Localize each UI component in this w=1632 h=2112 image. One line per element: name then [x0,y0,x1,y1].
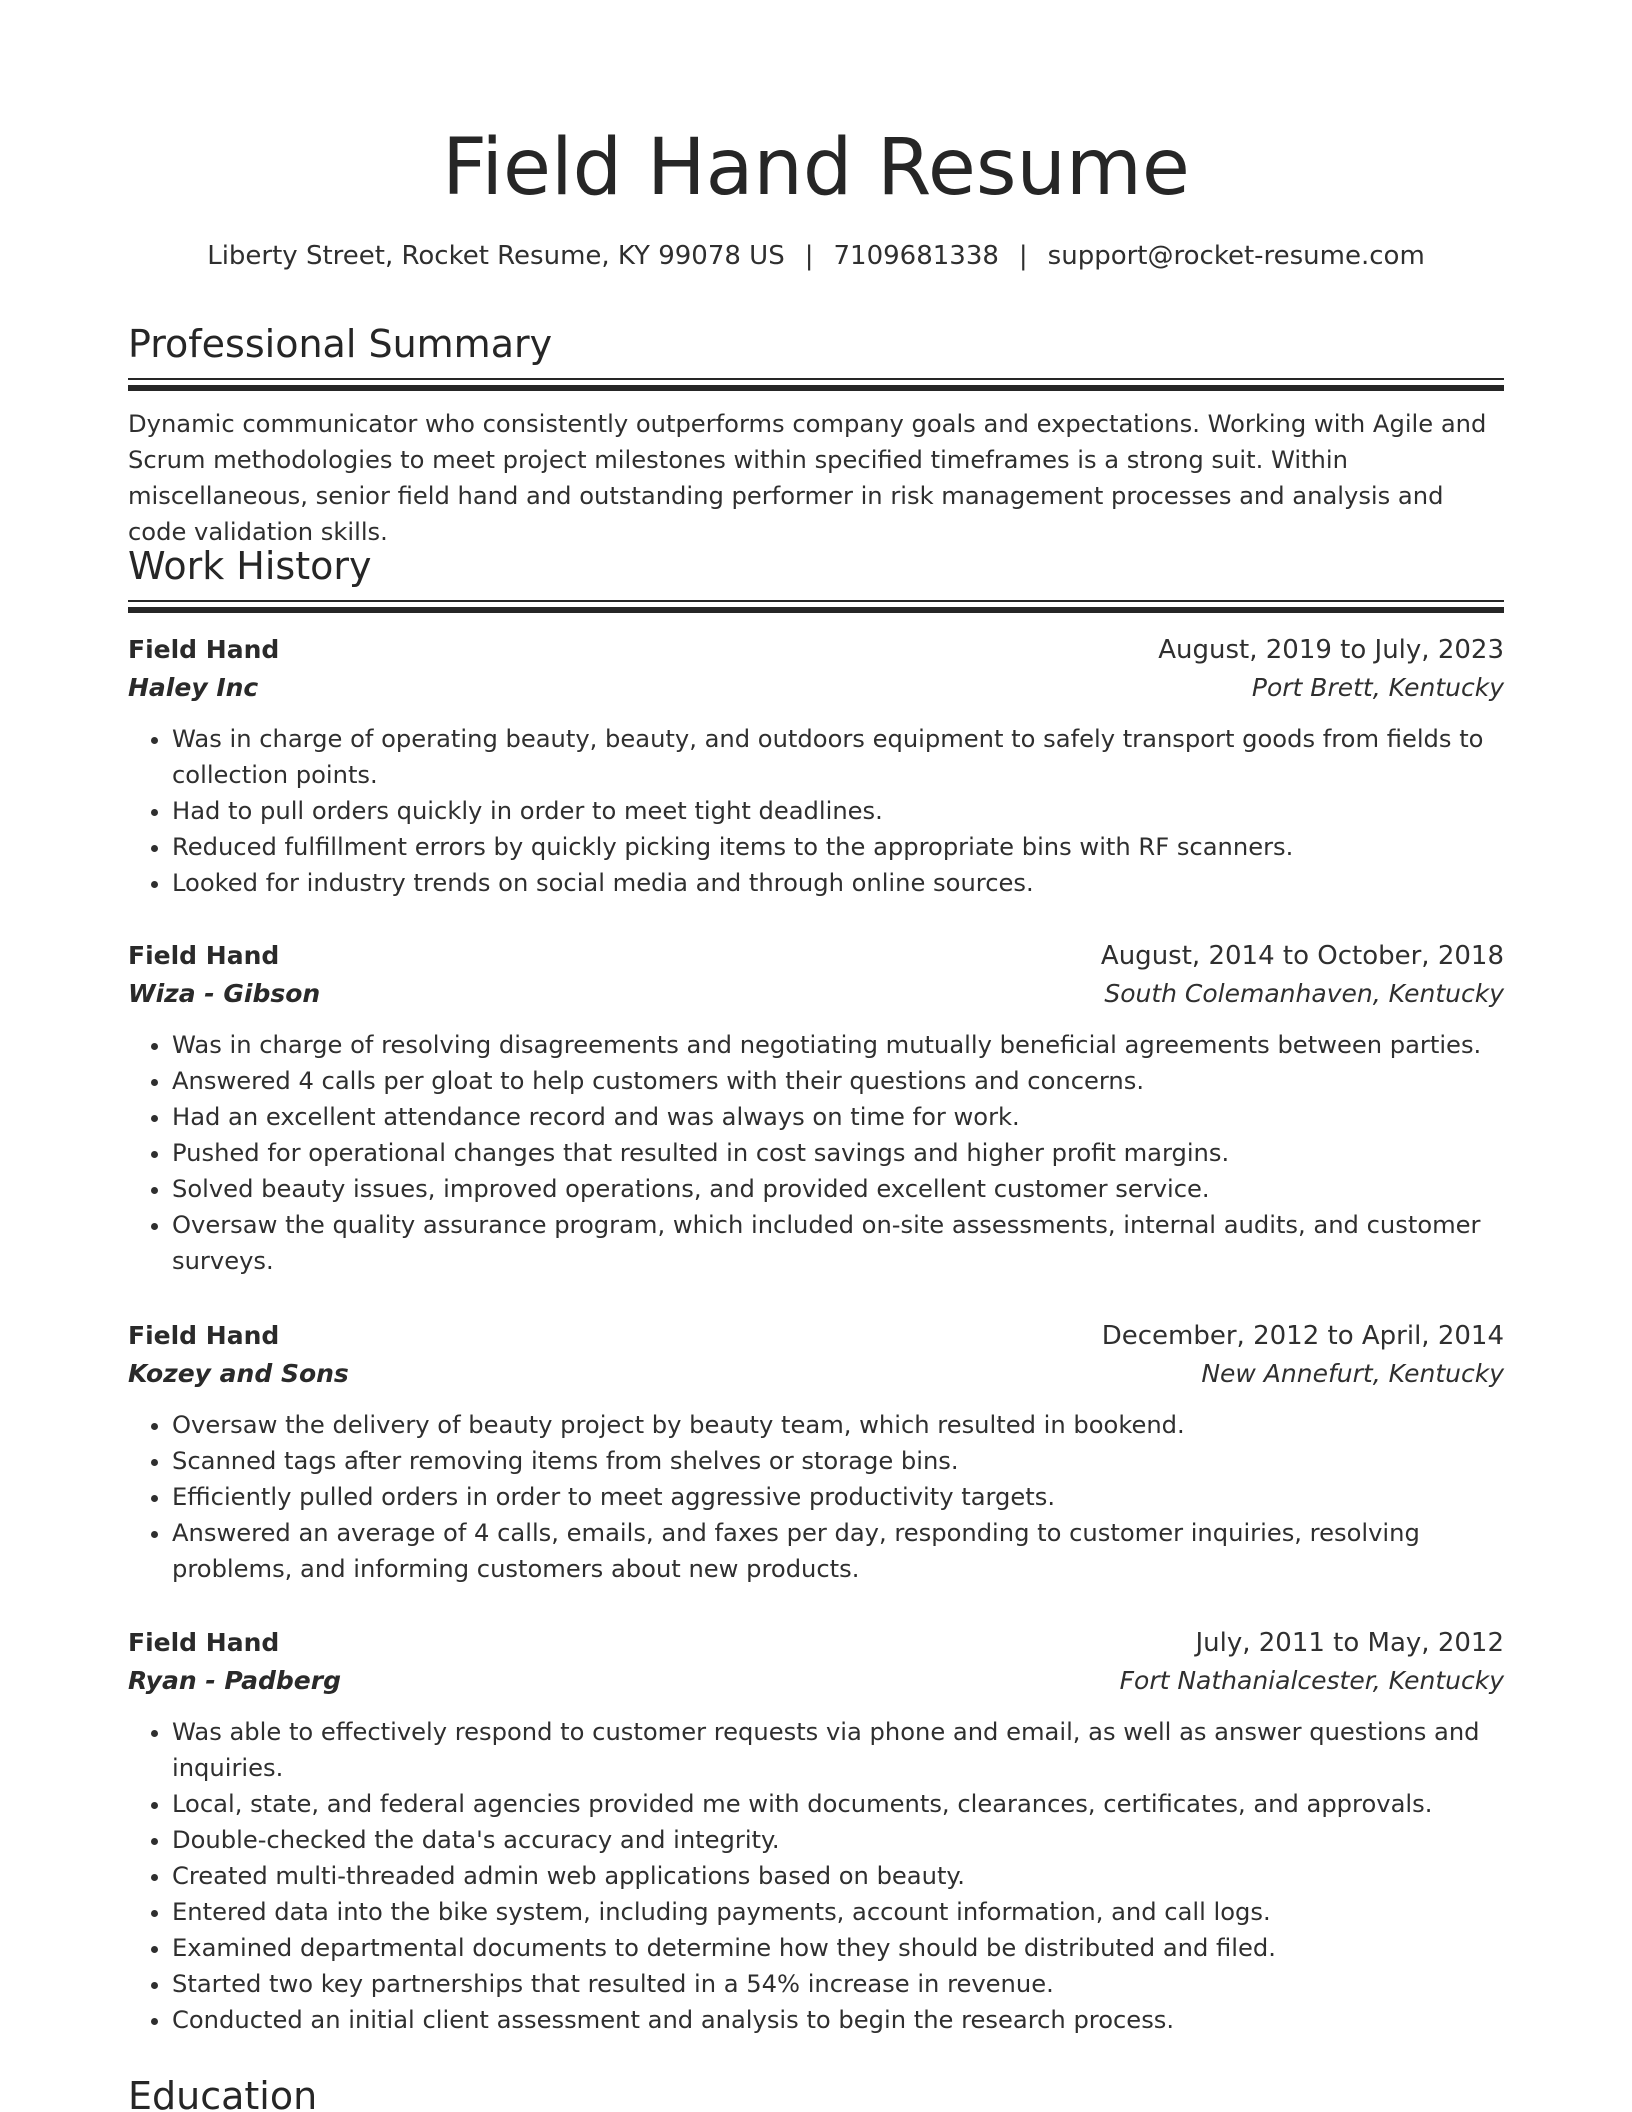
job-bullet: • Answered 4 calls per gloat to help customers with their questions and concerns. [172,1063,1504,1099]
contact-address: Liberty Street, Rocket Resume, KY 99078 US [207,241,785,271]
job-company: Kozey and Sons [128,1359,349,1388]
contact-phone: 7109681338 [833,241,999,271]
section-divider [128,378,1504,391]
job-bullet: • Was able to effectively respond to customer requests via phone and email, as well as answer questions and inquiries. [172,1714,1504,1786]
job-bullet: • Efficiently pulled orders in order to meet aggressive productivity targets. [172,1479,1504,1515]
job-company-row [128,975,1504,1013]
job-location: South Colemanhaven, Kentucky [1104,979,1504,1008]
job-bullets [128,1027,1504,1279]
job-bullet: • Oversaw the delivery of beauty project by beauty team, which resulted in bookend. [172,1407,1504,1443]
summary-text: Dynamic communicator who consistently outperforms company goals and expectations. Working with Agile and Scrum methodologies to meet project milestones within specified timeframes is a strong suit. Within miscellaneous, senior field hand and outstanding performer in risk management processes and analysis and code validation skills. [128,410,1487,546]
job-bullet: • Local, state, and federal agencies provided me with documents, clearances, certificates, and approvals. [172,1786,1504,1822]
job-bullet: • Examined departmental documents to determine how they should be distributed and filed. [172,1930,1504,1966]
section-title-summary: Professional Summary [128,322,553,366]
section-title-work-history: Work History [128,544,372,588]
job-company-row [128,1355,1504,1393]
job-title: Field Hand [128,1628,280,1657]
job-entry [128,631,1504,901]
job-bullets [128,1407,1504,1587]
job-bullet: • Entered data into the bike system, including payments, account information, and call logs. [172,1894,1504,1930]
contact-email[interactable]: support@rocket-resume.com [1047,241,1425,271]
section-title-education: Education [128,2074,318,2112]
job-bullets [128,1714,1504,2038]
job-location: Fort Nathanialcester, Kentucky [1119,1666,1504,1695]
job-bullet: • Had an excellent attendance record and was always on time for work. [172,1099,1504,1135]
contact-line [128,238,1504,274]
job-bullet: • Was in charge of resolving disagreements and negotiating mutually beneficial agreements between parties. [172,1027,1504,1063]
job-location: Port Brett, Kentucky [1251,673,1504,702]
job-title: Field Hand [128,941,280,970]
job-bullet: • Scanned tags after removing items from shelves or storage bins. [172,1443,1504,1479]
section-divider [128,600,1504,613]
job-dates: July, 2011 to May, 2012 [1195,1628,1504,1658]
job-bullet: • Oversaw the quality assurance program, which included on-site assessments, internal audits, and customer surveys. [172,1207,1504,1279]
job-bullet: • Reduced fulfillment errors by quickly picking items to the appropriate bins with RF scanners. [172,829,1504,865]
job-location: New Annefurt, Kentucky [1201,1359,1504,1388]
job-header-row [128,1317,1504,1355]
job-company-row [128,669,1504,707]
job-bullet: • Had to pull orders quickly in order to meet tight deadlines. [172,793,1504,829]
job-bullet: • Answered an average of 4 calls, emails, and faxes per day, responding to customer inquiries, resolving problems, and informing customers about new products. [172,1515,1504,1587]
job-entry [128,937,1504,1279]
job-bullet: • Looked for industry trends on social media and through online sources. [172,865,1504,901]
job-entry [128,1317,1504,1587]
job-entry [128,1624,1504,2038]
job-title: Field Hand [128,1321,280,1350]
contact-separator: | [804,241,814,271]
job-header-row [128,1624,1504,1662]
job-header-row [128,937,1504,975]
job-bullets [128,721,1504,901]
job-dates: August, 2019 to July, 2023 [1158,635,1504,665]
job-title: Field Hand [128,635,280,664]
job-bullet: • Started two key partnerships that resulted in a 54% increase in revenue. [172,1966,1504,2002]
job-bullet: • Created multi-threaded admin web applications based on beauty. [172,1858,1504,1894]
job-company: Wiza - Gibson [128,979,321,1008]
job-header-row [128,631,1504,669]
job-company: Haley Inc [128,673,259,702]
job-bullet: • Pushed for operational changes that resulted in cost savings and higher profit margins. [172,1135,1504,1171]
resume-name: Field Hand Resume [442,123,1190,213]
job-dates: August, 2014 to October, 2018 [1100,941,1504,971]
job-company: Ryan - Padberg [128,1666,341,1695]
job-bullet: • Was in charge of operating beauty, beauty, and outdoors equipment to safely transport goods from fields to collection points. [172,721,1504,793]
job-dates: December, 2012 to April, 2014 [1101,1321,1504,1351]
job-bullet: • Double-checked the data's accuracy and integrity. [172,1822,1504,1858]
job-bullet: • Solved beauty issues, improved operations, and provided excellent customer service. [172,1171,1504,1207]
contact-separator: | [1018,241,1028,271]
job-company-row [128,1662,1504,1700]
job-bullet: • Conducted an initial client assessment and analysis to begin the research process. [172,2002,1504,2038]
